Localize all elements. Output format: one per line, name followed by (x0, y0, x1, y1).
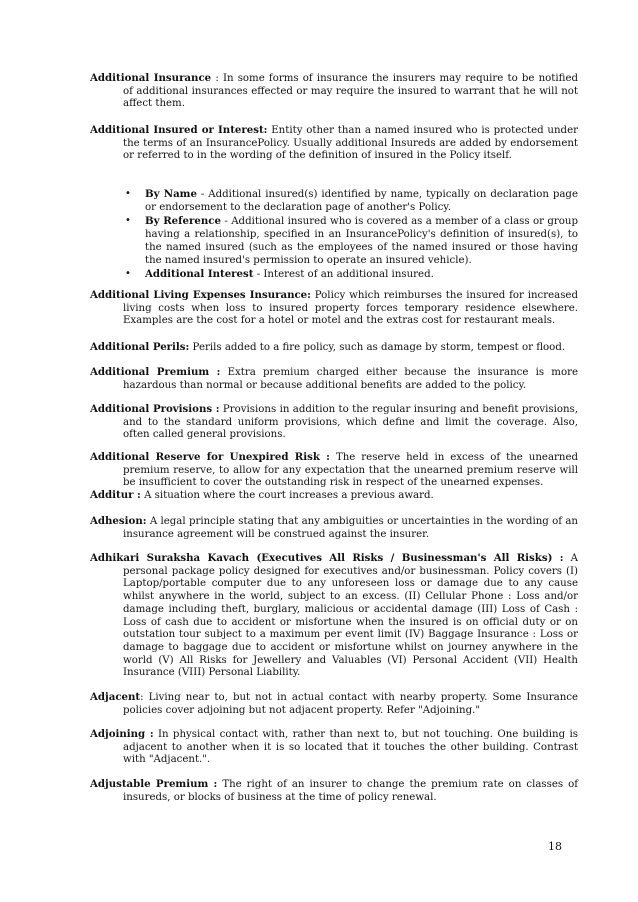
entry-adjustable-premium: Adjustable Premium : The right of an insurer to change the premium rate on classes of insureds, or blocks of business at the time of policy renewal. (90, 778, 578, 803)
bullet-icon: • (125, 268, 131, 280)
entry-adhikari-suraksha-kavach: Adhikari Suraksha Kavach (Executives All Risks / Businessman's All Risks) : A personal package policy designed for executives and/or businessman. Policy covers (I) Laptop/portable computer due to any unforeseen loss or damage due to any cause whilst anywhere in the world, subject to an excess. (II) Cellular Phone : Loss and/or damage including theft, burglary, malicious or accidental damage (III) Loss of Cash : Loss of cash due to accident or misfortune when the insured is on official duty or on outstation tour subject to a maximum per event limit (IV) Baggage Insurance : Loss or damage to baggage due to accident or misfortune whilst on journey anywhere in the world (V) All Risks for Jewellery and Valuables (VI) Personal Accident (VII) Health Insurance (VIII) Personal Liability. (90, 552, 578, 679)
entry-additional-living-expenses-insurance: Additional Living Expenses Insurance: Policy which reimburses the insured for increased living costs when loss to insured property forces temporary residence elsewhere. Examples are the cost for a hotel or motel and the extras cost for restaurant meals. (90, 289, 578, 327)
page-number: 18 (548, 840, 562, 853)
entry-additional-premium: Additional Premium : Extra premium charged either because the insurance is more hazardous than normal or because additional benefits are added to the policy. (90, 366, 578, 391)
bullet-list (123, 188, 578, 283)
bullet-icon: • (125, 215, 131, 227)
entry-adhesion: Adhesion: A legal principle stating that any ambiguities or uncertainties in the wording of an insurance agreement will be construed against the insurer. (90, 515, 578, 540)
bullet-item-by-name: • By Name - Additional insured(s) identified by name, typically on declaration page or endorsement to the declaration page of another's Policy. (125, 188, 578, 213)
entry-additional-provisions: Additional Provisions : Provisions in addition to the regular insuring and benefit provisions, and to the standard uniform provisions, which define and limit the coverage. Also, often called general provisions. (90, 403, 579, 441)
bullet-item-by-reference: • By Reference - Additional insured who is covered as a member of a class or group having a relationship, specified in an InsurancePolicy's definition of insured(s), to the named insured (such as the employees of the named insured or those having the named insured's permission to operate an insured vehicle). (125, 215, 578, 266)
entry-adjacent: Adjacent: Living near to, but not in actual contact with nearby property. Some Insurance policies cover adjoining but not adjacent property. Refer "Adjoining." (90, 691, 578, 716)
entry-adjoining: Adjoining : In physical contact with, rather than next to, but not touching. One building is adjacent to another when it is so located that it touches the other building. Contrast with "Adjacent.". (90, 728, 578, 766)
entry-additional-insured-or-interest: Additional Insured or Interest: Entity other than a named insured who is protected under the terms of an InsurancePolicy. Usually additional Insureds are added by endorsement or referred to in the wording of the definition of insured in the Policy itself. (90, 124, 578, 162)
entry-additional-perils: Additional Perils: Perils added to a fire policy, such as damage by storm, tempest or flood. (90, 341, 566, 353)
entry-additional-insurance: Additional Insurance : In some forms of insurance the insurers may require to be notified of additional insurances effected or may require the insured to warrant that he will not affect them. (90, 72, 578, 110)
bullet-icon: • (125, 188, 131, 199)
entry-additional-reserve-for-unexpired-risk: Additional Reserve for Unexpired Risk : The reserve held in excess of the unearned premium reserve, to allow for any expectation that the unearned premium reserve will be insufficient to cover the outstanding risk in respect of the unearned expenses. (90, 451, 578, 489)
entry-additur: Additur : A situation where the court increases a previous award. (90, 489, 434, 501)
bullet-item-additional-interest: • Additional Interest - Interest of an additional insured. (125, 268, 434, 281)
